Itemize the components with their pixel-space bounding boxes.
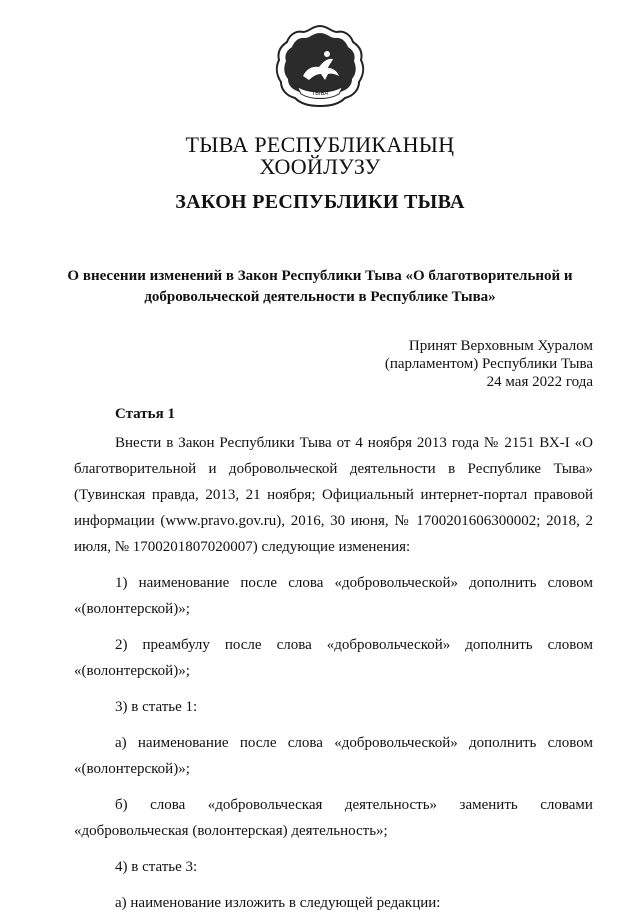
item-2-continuation: «(волонтерской)»; (74, 663, 190, 679)
item-2-word: 2) (115, 637, 128, 653)
item-1-word: «добровольческой» (334, 575, 458, 591)
item-3a-word: «добровольческой» (334, 735, 458, 751)
item-1-continuation: «(волонтерской)»; (74, 601, 190, 617)
item-1 (74, 570, 593, 596)
article-heading: Статья 1 (115, 406, 175, 422)
item-2-word: дополнить (465, 637, 533, 653)
adoption-date: 24 мая 2022 года (486, 374, 593, 390)
adoption-note (385, 337, 593, 391)
article-intro: Внести в Закон Республики Тыва от 4 ноября 2013 года № 2151 ВХ-I «О благотворительной и добровольческой деятельности в Республике Тыва» (Тувинская правда, 2013, 21 ноября; Официальный интернет-портал правовой информации (www.pravo.gov.ru), 2016, 30 июня, № 1700201606300002; 2018, 2 июля, № 1700201807020007) следующие изменения: (74, 435, 593, 555)
item-1-word: словом (547, 575, 593, 591)
item-1-word: дополнить (469, 575, 537, 591)
item-3a-word: словом (547, 735, 593, 751)
law-subject-line2: добровольческой деятельности в Республике Тыва» (144, 289, 496, 305)
article-body (74, 430, 593, 916)
item-3a-word: а) (115, 735, 127, 751)
item-3b-word: деятельность» (344, 797, 438, 813)
item-3: 3) в статье 1: (115, 699, 198, 715)
item-3a-word: дополнить (468, 735, 537, 751)
item-2-word: слова (276, 637, 312, 653)
item-3a-word: слова (287, 735, 323, 751)
item-4: 4) в статье 3: (115, 859, 198, 875)
item-3a-word: наименование (137, 735, 229, 751)
item-1-word: 1) (115, 575, 128, 591)
tuva-coat-of-arms-emblem (273, 24, 367, 110)
item-3b-word: заменить (459, 797, 518, 813)
item-3b (74, 792, 593, 818)
adoption-line2: (парламентом) Республики Тыва (384, 356, 593, 372)
item-1-word: после (240, 575, 278, 591)
law-subject-line1: О внесении изменений в Закон Республики Тыва «О благотворительной и (67, 268, 573, 284)
emblem-text: ТЫВА (311, 91, 329, 97)
item-3b-word: б) (115, 797, 128, 813)
item-3b-word: словами (540, 797, 593, 813)
item-2-word: преамбулу (142, 637, 210, 653)
item-3b-word: слова (150, 797, 186, 813)
law-title: ЗАКОН РЕСПУБЛИКИ ТЫВА (175, 191, 465, 213)
item-3b-word: «добровольческая (207, 797, 323, 813)
parliament-name-line2: ХООЙЛУЗУ (259, 154, 381, 179)
item-3b-continuation: «добровольческая (волонтерская) деятельность»; (74, 823, 388, 839)
item-2-word: «добровольческой» (326, 637, 451, 653)
item-2-word: словом (547, 637, 593, 653)
law-subject (60, 266, 580, 308)
item-2 (74, 632, 593, 658)
item-1-word: слова (288, 575, 324, 591)
item-3a (74, 730, 593, 756)
adoption-line1: Принят Верховным Хуралом (408, 338, 593, 354)
item-2-word: после (224, 637, 262, 653)
item-4a: а) наименование изложить в следующей редакции: (115, 895, 441, 911)
item-3a-word: после (239, 735, 277, 751)
item-1-word: наименование (138, 575, 230, 591)
parliament-name-line1: ТЫВА РЕСПУБЛИКАНЫҢ (185, 132, 455, 157)
item-3a-continuation: «(волонтерской)»; (74, 761, 190, 777)
